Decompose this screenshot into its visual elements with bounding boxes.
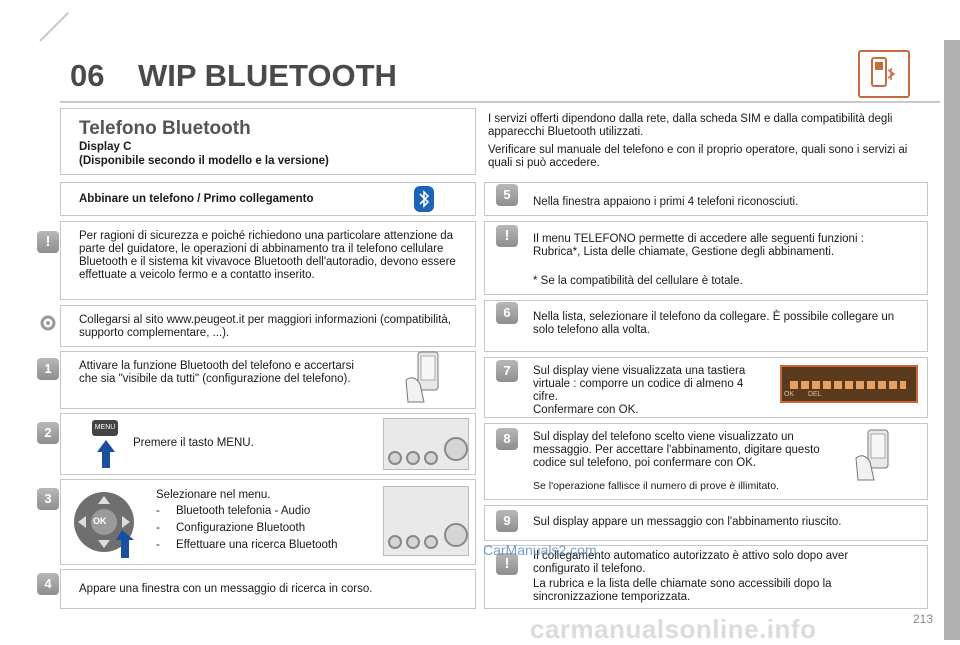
side-strip <box>944 40 960 640</box>
step1-text: Attivare la funzione Bluetooth del telefono e accertarsi che sia "visibile da tutti" (configurazione del telefono). <box>79 360 354 385</box>
step3-badge: 3 <box>37 488 59 510</box>
note2-text-a: Il collegamento automatico autorizzato è attivo solo dopo aver configurato il telefono. <box>533 550 849 575</box>
bluetooth-icon <box>414 186 434 212</box>
note1-icon: ! <box>496 225 518 247</box>
step9-text: Sul display appare un messaggio con l'abbinamento riuscito. <box>533 516 842 528</box>
page-number: 213 <box>913 612 934 626</box>
step6-text: Nella lista, selezionare il telefono da collegare. È possibile collegare un solo telefono alla volta. <box>533 311 895 336</box>
note2-text-b: La rubrica e la lista delle chiamate sono accessibili dopo la sincronizzazione temporizzata. <box>533 578 832 603</box>
note2-icon: ! <box>496 553 518 575</box>
watermark-small: CarManuals2.com <box>483 542 597 558</box>
step8-text: Sul display del telefono scelto viene visualizzato un messaggio. Per accettare l'abbinamento, digitare questo codice sul telefono, poi confermare con OK. <box>533 431 820 469</box>
step7-badge: 7 <box>496 360 518 382</box>
bluetooth-phone-icon <box>858 50 910 98</box>
step4-text: Appare una finestra con un messaggio di ricerca in corso. <box>79 583 373 595</box>
step8-note: Se l'operazione fallisce il numero di prove è illimitato. <box>533 480 779 492</box>
note1-text: Il menu TELEFONO permette di accedere alle seguenti funzioni : Rubrica*, Lista delle chiamate, Gestione degli abbinamenti. <box>533 233 864 258</box>
step9-badge: 9 <box>496 510 518 532</box>
header-divider <box>60 101 940 103</box>
step8-badge: 8 <box>496 428 518 450</box>
radio-panel-image-2 <box>383 486 469 556</box>
intro-p2: Verificare sul manuale del telefono e con il proprio operatore, quali sono i servizi ai quali si può accedere. <box>488 144 908 169</box>
arrow-up-icon <box>97 440 115 473</box>
display-type: Display C <box>79 141 132 153</box>
warning-text: Per ragioni di sicurezza e poiché richiedono una particolare attenzione da parte del guidatore, le operazioni di abbinamento tra il telefono cellulare Bluetooth e il sistema kit vivavoce Bluetooth dell'autoradio, devono essere effettuate a veicolo fermo e a contatto inserito. <box>79 230 456 281</box>
tip-text: Collegarsi al sito www.peugeot.it per maggiori informazioni (compatibilità, supporto complementare, ...). <box>79 314 451 339</box>
step7-confirm: Confermare con OK. <box>533 404 639 416</box>
ok-label: OK <box>93 516 107 526</box>
header-decoration <box>39 12 69 42</box>
section-title: Telefono Bluetooth <box>79 118 251 139</box>
step2-text: Premere il tasto MENU. <box>133 437 254 449</box>
step3-menu-list <box>156 503 338 554</box>
gear-icon <box>37 312 59 334</box>
radio-panel-image <box>383 418 469 470</box>
screen-ok-label: OK <box>784 391 795 398</box>
step2-badge: 2 <box>37 422 59 444</box>
list-item: - Effettuare una ricerca Bluetooth <box>156 537 338 554</box>
pairing-title: Abbinare un telefono / Primo collegamento <box>79 193 314 205</box>
step4-badge: 4 <box>37 573 59 595</box>
screen-del-label: DEL <box>808 391 822 398</box>
step5-text: Nella finestra appaiono i primi 4 telefoni riconosciuti. <box>533 196 799 208</box>
hand-phone-image <box>402 350 446 408</box>
virtual-keyboard-screen <box>780 365 918 403</box>
hand-phone-image-2 <box>852 428 896 486</box>
list-item: - Bluetooth telefonia - Audio <box>156 503 338 520</box>
availability-note: (Disponibile secondo il modello e la versione) <box>79 155 329 167</box>
step1-badge: 1 <box>37 358 59 380</box>
step5-badge: 5 <box>496 184 518 206</box>
intro-p1: I servizi offerti dipendono dalla rete, dalla scheda SIM e dalla compatibilità degli apparecchi Bluetooth utilizzati. <box>488 113 893 138</box>
list-item: - Configurazione Bluetooth <box>156 520 338 537</box>
warning-icon: ! <box>37 231 59 253</box>
step6-badge: 6 <box>496 302 518 324</box>
watermark-large: carmanualsonline.info <box>530 614 817 644</box>
note1-footnote: * Se la compatibilità del cellulare è totale. <box>533 275 743 287</box>
step3-intro: Selezionare nel menu. <box>156 489 271 501</box>
page-title: WIP BLUETOOTH <box>138 58 397 93</box>
menu-button-image: MENU <box>92 420 118 436</box>
step7-text: Sul display viene visualizzata una tastiera virtuale : comporre un codice di almeno 4 cifre. <box>533 365 746 403</box>
chapter-number: 06 <box>70 58 105 93</box>
